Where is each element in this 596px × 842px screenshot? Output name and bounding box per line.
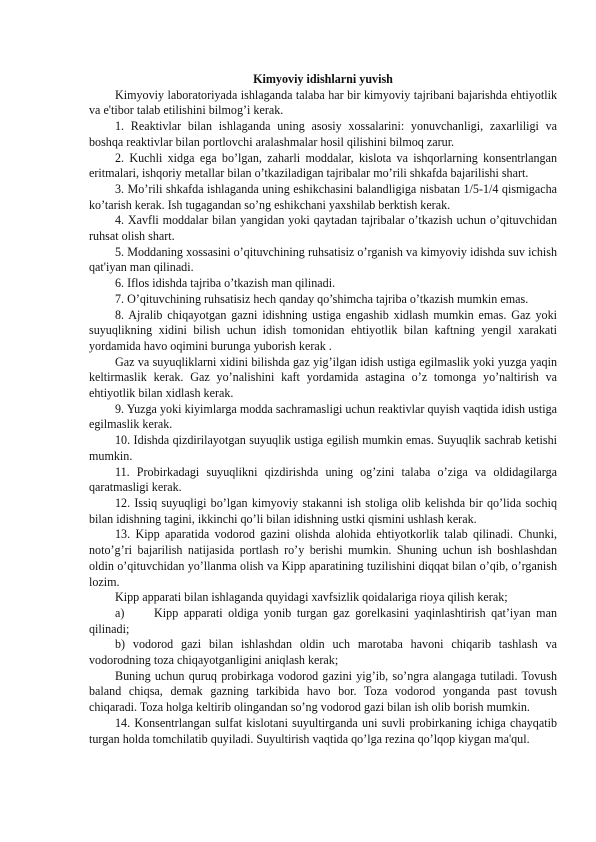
paragraph-rule-2: 2. Kuchli xidga ega bo’lgan, zaharli moddalar, kislota va ishqorlarning konsentrlangan eritmalari, ishqoriy metallar bilan o’tkaziladigan tajribalar mo’rili shkafda bajarilishi shart. [89,150,557,181]
paragraph-rule-12: 12. Issiq suyuqligi bo’lgan kimyoviy stakanni ish stoliga olib kelishda bir qo’lida sochiq bilan idishning tagini, ikkinchi qo’li bilan idishning ustki qismini ushlash kerak. [89,495,557,526]
paragraph-rule-10: 10. Idishda qizdirilayotgan suyuqlik ustiga egilish mumkin emas. Suyuqlik sachrab ketishi mumkin. [89,433,557,463]
paragraph-rule-1: 1. Reaktivlar bilan ishlaganda uning asosiy xossalarini: yonuvchanligi, zaxarliligi va boshqa reaktivlar bilan portlovchi aralashmalar hosil qilishini bilmoq zarur. [89,119,557,149]
paragraph-rule-8: 8. Ajralib chiqayotgan gazni idishning ustiga engashib xidlash mumkin emas. Gaz yoki suyuqlikning xidini bilish uchun idish tomonidan ehtiyotlik bilan kaftning yengil xarakati yordamida havo oqimini burunga yuborish kerak . [89,307,557,353]
paragraph-intro: Kimyoviy laboratoriyada ishlaganda talaba har bir kimyoviy tajribani bajarishda ehtiyotlik va e'tibor talab etilishini bilmog’i kerak. [89,87,557,118]
paragraph-rule-11: 11. Probirkadagi suyuqlikni qizdirishda uning og’zini talaba o’ziga va oldidagilarga qaratmasligi kerak. [89,464,557,495]
paragraph-rule-7: 7. O’qituvchining ruhsatisiz hech qanday qo’shimcha tajriba o’tkazish mumkin emas. [115,291,529,306]
paragraph-rule-8-note: Gaz va suyuqliklarni xidini bilishda gaz yig’ilgan idish ustiga egilmaslik yoki yuzga yaqin keltirmaslik kerak. Gaz yo’nalishini kaft yordamida astagina o’z tomonga yo’naltirish va ehtiyotlik bilan xidlash kerak. [89,354,557,401]
paragraph-kipp-a: a) Kipp apparati oldiga yonib turgan gaz gorelkasini yaqinlashtirish qat’iyan man qilinadi; [89,605,557,636]
paragraph-rule-4: 4. Xavfli moddalar bilan yangidan yoki qaytadan tajribalar o’tkazish uchun o’qituvchidan ruhsat olish shart. [89,213,557,244]
paragraph-rule-5: 5. Moddaning xossasini o’qituvchining ruhsatisiz o’rganish va kimyoviy idishda suv ichish qat'iyan man qilinadi. [89,244,557,275]
paragraph-rule-14: 14. Konsentrlangan sulfat kislotani suyultirganda uni suvli probirkaning ichiga chayqatib turgan holda tomchilatib quyiladi. Suyultirish vaqtida qo’lga rezina qo’lqop kiygan ma'qul. [89,715,557,746]
paragraph-rule-13: 13. Kipp aparatida vodorod gazini olishda alohida ehtiyotkorlik talab qilinadi. Chunki, noto’g’ri bajarilish natijasida portlash ro’y berishi mumkin. Shuning uchun ish boshlashdan oldin o’qituvchidan yo’llanma olish va Kipp aparatining tuzilishini diqqat bilan o’qib, o’rganish lozim. [89,527,557,589]
paragraph-kipp-b: b) vodorod gazi bilan ishlashdan oldin uch marotaba havoni chiqarib tashlash va vodorodning toza chiqayotganligini aniqlash kerak; [89,637,557,668]
paragraph-rule-9: 9. Yuzga yoki kiyimlarga modda sachramasligi uchun reaktivlar quyish vaqtida idish ustiga egilmaslik kerak. [89,401,557,432]
document-page [89,72,557,747]
paragraph-kipp-test: Buning uchun quruq probirkaga vodorod gazini yig’ib, so’ngra alangaga tutiladi. Tovush baland chiqsa, demak gazning tarkibida havo bor. Toza vodorod yonganda past tovush chiqaradi. Toza holga keltirib olingandan so’ng vodorod gazi bilan ish olib borish mumkin. [89,668,557,715]
paragraph-rule-3: 3. Mo’rili shkafda ishlaganda uning eshikchasini balandligiga nisbatan 1/5-1/4 qismigacha ko’tarish kerak. Ish tugagandan so’ng eshikchani yaxshilab berktish kerak. [89,181,557,212]
document-title: Kimyoviy idishlarni yuvish [253,72,393,86]
paragraph-rule-6: 6. Iflos idishda tajriba o’tkazish man qilinadi. [115,276,336,291]
paragraph-kipp-intro: Kipp apparati bilan ishlaganda quyidagi xavfsizlik qoidalariga rioya qilish kerak; [115,590,508,605]
